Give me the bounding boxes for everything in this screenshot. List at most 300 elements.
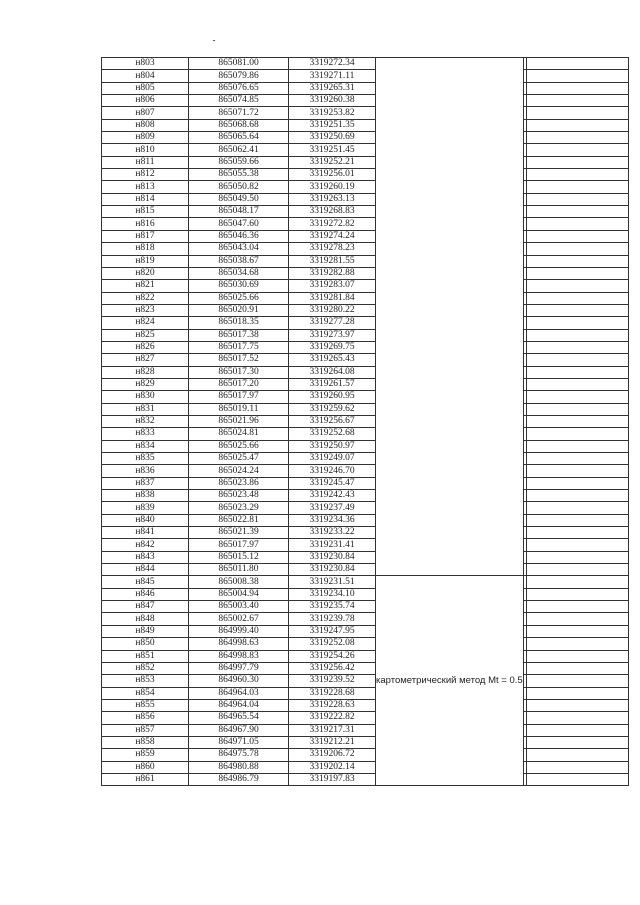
table-row xyxy=(102,354,629,366)
table-row xyxy=(102,403,629,415)
x-coordinate-cell: 865011.80 xyxy=(189,564,289,576)
y-coordinate-cell: 3319280.22 xyxy=(289,304,376,316)
y-coordinate-cell: 3319260.19 xyxy=(289,181,376,193)
table-row xyxy=(102,502,629,514)
empty-cell xyxy=(526,317,628,329)
empty-cell xyxy=(526,132,628,144)
table-row xyxy=(102,267,629,279)
empty-cell xyxy=(526,440,628,452)
x-coordinate-cell: 865025.66 xyxy=(189,292,289,304)
empty-cell xyxy=(526,662,628,674)
empty-cell xyxy=(526,82,628,94)
y-coordinate-cell: 3319233.22 xyxy=(289,527,376,539)
y-coordinate-cell: 3319242.43 xyxy=(289,490,376,502)
empty-cell xyxy=(526,477,628,489)
table-row xyxy=(102,773,629,785)
table-row xyxy=(102,440,629,452)
point-name-cell: н813 xyxy=(102,181,189,193)
point-name-cell: н857 xyxy=(102,724,189,736)
table-row xyxy=(102,551,629,563)
table-row xyxy=(102,255,629,267)
point-name-cell: н844 xyxy=(102,564,189,576)
y-coordinate-cell: 3319247.95 xyxy=(289,625,376,637)
point-name-cell: н851 xyxy=(102,650,189,662)
empty-cell xyxy=(526,415,628,427)
point-name-cell: н830 xyxy=(102,391,189,403)
table-row xyxy=(102,428,629,440)
x-coordinate-cell: 864965.54 xyxy=(189,712,289,724)
table-row xyxy=(102,415,629,427)
table-row xyxy=(102,230,629,242)
empty-cell xyxy=(526,366,628,378)
y-coordinate-cell: 3319239.78 xyxy=(289,613,376,625)
point-name-cell: н856 xyxy=(102,712,189,724)
y-coordinate-cell: 3319228.68 xyxy=(289,687,376,699)
point-name-cell: н823 xyxy=(102,304,189,316)
empty-cell xyxy=(526,169,628,181)
table-row xyxy=(102,243,629,255)
empty-cell xyxy=(526,687,628,699)
empty-cell xyxy=(526,58,628,70)
empty-cell xyxy=(526,304,628,316)
x-coordinate-cell: 865021.39 xyxy=(189,527,289,539)
y-coordinate-cell: 3319231.41 xyxy=(289,539,376,551)
y-coordinate-cell: 3319249.07 xyxy=(289,453,376,465)
table-row xyxy=(102,119,629,131)
x-coordinate-cell: 865081.00 xyxy=(189,58,289,70)
x-coordinate-cell: 864998.63 xyxy=(189,638,289,650)
scan-speck xyxy=(213,40,215,41)
table-row xyxy=(102,539,629,551)
x-coordinate-cell: 865074.85 xyxy=(189,95,289,107)
table-row xyxy=(102,477,629,489)
x-coordinate-cell: 865002.67 xyxy=(189,613,289,625)
x-coordinate-cell: 865059.66 xyxy=(189,156,289,168)
empty-cell xyxy=(526,724,628,736)
point-name-cell: н809 xyxy=(102,132,189,144)
y-coordinate-cell: 3319256.42 xyxy=(289,662,376,674)
x-coordinate-cell: 865049.50 xyxy=(189,193,289,205)
x-coordinate-cell: 864980.88 xyxy=(189,761,289,773)
y-coordinate-cell: 3319251.45 xyxy=(289,144,376,156)
point-name-cell: н835 xyxy=(102,453,189,465)
point-name-cell: н805 xyxy=(102,82,189,94)
table-row xyxy=(102,391,629,403)
y-coordinate-cell: 3319235.74 xyxy=(289,601,376,613)
x-coordinate-cell: 865046.36 xyxy=(189,230,289,242)
table-row xyxy=(102,169,629,181)
empty-cell xyxy=(526,206,628,218)
x-coordinate-cell: 864971.05 xyxy=(189,736,289,748)
x-coordinate-cell: 865017.30 xyxy=(189,366,289,378)
y-coordinate-cell: 3319281.84 xyxy=(289,292,376,304)
point-name-cell: н803 xyxy=(102,58,189,70)
table-row xyxy=(102,564,629,576)
empty-cell xyxy=(526,218,628,230)
x-coordinate-cell: 865068.68 xyxy=(189,119,289,131)
empty-cell xyxy=(526,675,628,687)
point-name-cell: н807 xyxy=(102,107,189,119)
point-name-cell: н816 xyxy=(102,218,189,230)
point-name-cell: н852 xyxy=(102,662,189,674)
table-row xyxy=(102,576,629,588)
coordinates-table-body xyxy=(102,58,629,786)
table-row xyxy=(102,82,629,94)
y-coordinate-cell: 3319252.68 xyxy=(289,428,376,440)
x-coordinate-cell: 865019.11 xyxy=(189,403,289,415)
table-row xyxy=(102,625,629,637)
empty-cell xyxy=(526,453,628,465)
y-coordinate-cell: 3319272.34 xyxy=(289,58,376,70)
table-row xyxy=(102,366,629,378)
x-coordinate-cell: 864964.03 xyxy=(189,687,289,699)
empty-cell xyxy=(526,638,628,650)
table-row xyxy=(102,70,629,82)
x-coordinate-cell: 865071.72 xyxy=(189,107,289,119)
empty-cell xyxy=(526,107,628,119)
x-coordinate-cell: 864960.30 xyxy=(189,675,289,687)
empty-cell xyxy=(526,70,628,82)
y-coordinate-cell: 3319278.23 xyxy=(289,243,376,255)
x-coordinate-cell: 865025.66 xyxy=(189,440,289,452)
y-coordinate-cell: 3319263.13 xyxy=(289,193,376,205)
x-coordinate-cell: 865017.38 xyxy=(189,329,289,341)
y-coordinate-cell: 3319260.38 xyxy=(289,95,376,107)
point-name-cell: н838 xyxy=(102,490,189,502)
y-coordinate-cell: 3319237.49 xyxy=(289,502,376,514)
point-name-cell: н841 xyxy=(102,527,189,539)
table-row xyxy=(102,724,629,736)
y-coordinate-cell: 3319252.08 xyxy=(289,638,376,650)
x-coordinate-cell: 865017.20 xyxy=(189,378,289,390)
x-coordinate-cell: 865062.41 xyxy=(189,144,289,156)
x-coordinate-cell: 865043.04 xyxy=(189,243,289,255)
point-name-cell: н822 xyxy=(102,292,189,304)
point-name-cell: н848 xyxy=(102,613,189,625)
empty-cell xyxy=(526,403,628,415)
point-name-cell: н826 xyxy=(102,341,189,353)
point-name-cell: н854 xyxy=(102,687,189,699)
x-coordinate-cell: 864964.04 xyxy=(189,699,289,711)
x-coordinate-cell: 865030.69 xyxy=(189,280,289,292)
point-name-cell: н855 xyxy=(102,699,189,711)
x-coordinate-cell: 864999.40 xyxy=(189,625,289,637)
point-name-cell: н839 xyxy=(102,502,189,514)
x-coordinate-cell: 865017.52 xyxy=(189,354,289,366)
x-coordinate-cell: 865065.64 xyxy=(189,132,289,144)
y-coordinate-cell: 3319269.75 xyxy=(289,341,376,353)
y-coordinate-cell: 3319230.84 xyxy=(289,551,376,563)
point-name-cell: н850 xyxy=(102,638,189,650)
coordinates-table xyxy=(101,57,629,786)
table-row xyxy=(102,206,629,218)
y-coordinate-cell: 3319253.82 xyxy=(289,107,376,119)
point-name-cell: н843 xyxy=(102,551,189,563)
empty-cell xyxy=(526,193,628,205)
table-row xyxy=(102,749,629,761)
y-coordinate-cell: 3319259.62 xyxy=(289,403,376,415)
table-row xyxy=(102,662,629,674)
table-row xyxy=(102,675,629,687)
table-row xyxy=(102,317,629,329)
empty-cell xyxy=(526,465,628,477)
x-coordinate-cell: 865020.91 xyxy=(189,304,289,316)
y-coordinate-cell: 3319283.07 xyxy=(289,280,376,292)
point-name-cell: н820 xyxy=(102,267,189,279)
point-name-cell: н860 xyxy=(102,761,189,773)
table-row xyxy=(102,514,629,526)
point-name-cell: н806 xyxy=(102,95,189,107)
y-coordinate-cell: 3319264.08 xyxy=(289,366,376,378)
empty-cell xyxy=(526,551,628,563)
table-row xyxy=(102,329,629,341)
x-coordinate-cell: 864997.79 xyxy=(189,662,289,674)
point-name-cell: н842 xyxy=(102,539,189,551)
empty-cell xyxy=(526,354,628,366)
x-coordinate-cell: 865025.47 xyxy=(189,453,289,465)
x-coordinate-cell: 865047.60 xyxy=(189,218,289,230)
x-coordinate-cell: 865079.86 xyxy=(189,70,289,82)
point-name-cell: н831 xyxy=(102,403,189,415)
point-name-cell: н846 xyxy=(102,588,189,600)
table-row xyxy=(102,292,629,304)
y-coordinate-cell: 3319234.10 xyxy=(289,588,376,600)
empty-cell xyxy=(526,588,628,600)
y-coordinate-cell: 3319230.84 xyxy=(289,564,376,576)
table-row xyxy=(102,378,629,390)
point-name-cell: н815 xyxy=(102,206,189,218)
point-name-cell: н827 xyxy=(102,354,189,366)
x-coordinate-cell: 865017.97 xyxy=(189,539,289,551)
empty-cell xyxy=(526,243,628,255)
table-row xyxy=(102,687,629,699)
x-coordinate-cell: 865048.17 xyxy=(189,206,289,218)
x-coordinate-cell: 865023.48 xyxy=(189,490,289,502)
y-coordinate-cell: 3319256.01 xyxy=(289,169,376,181)
table-row xyxy=(102,341,629,353)
y-coordinate-cell: 3319268.83 xyxy=(289,206,376,218)
point-name-cell: н825 xyxy=(102,329,189,341)
point-name-cell: н817 xyxy=(102,230,189,242)
table-row xyxy=(102,193,629,205)
empty-cell xyxy=(526,144,628,156)
empty-cell xyxy=(526,625,628,637)
point-name-cell: н819 xyxy=(102,255,189,267)
empty-cell xyxy=(526,267,628,279)
empty-cell xyxy=(526,527,628,539)
y-coordinate-cell: 3319273.97 xyxy=(289,329,376,341)
point-name-cell: н840 xyxy=(102,514,189,526)
point-name-cell: н814 xyxy=(102,193,189,205)
point-name-cell: н861 xyxy=(102,773,189,785)
point-name-cell: н832 xyxy=(102,415,189,427)
x-coordinate-cell: 865022.81 xyxy=(189,514,289,526)
table-row xyxy=(102,144,629,156)
y-coordinate-cell: 3319217.31 xyxy=(289,724,376,736)
empty-cell xyxy=(526,564,628,576)
empty-cell xyxy=(526,181,628,193)
point-name-cell: н828 xyxy=(102,366,189,378)
y-coordinate-cell: 3319265.31 xyxy=(289,82,376,94)
table-row xyxy=(102,95,629,107)
empty-cell xyxy=(526,230,628,242)
table-row xyxy=(102,304,629,316)
point-name-cell: н812 xyxy=(102,169,189,181)
method-note-cell: картометрический метод Mt = 0.5 xyxy=(376,576,524,786)
point-name-cell: н837 xyxy=(102,477,189,489)
y-coordinate-cell: 3319234.36 xyxy=(289,514,376,526)
y-coordinate-cell: 3319271.11 xyxy=(289,70,376,82)
x-coordinate-cell: 864967.90 xyxy=(189,724,289,736)
y-coordinate-cell: 3319277.28 xyxy=(289,317,376,329)
empty-cell xyxy=(526,576,628,588)
table-row xyxy=(102,650,629,662)
table-row xyxy=(102,453,629,465)
table-row xyxy=(102,601,629,613)
table-row xyxy=(102,156,629,168)
empty-cell xyxy=(526,95,628,107)
table-row xyxy=(102,465,629,477)
x-coordinate-cell: 865004.94 xyxy=(189,588,289,600)
table-row xyxy=(102,761,629,773)
point-name-cell: н849 xyxy=(102,625,189,637)
point-name-cell: н847 xyxy=(102,601,189,613)
x-coordinate-cell: 865055.38 xyxy=(189,169,289,181)
point-name-cell: н836 xyxy=(102,465,189,477)
x-coordinate-cell: 865024.81 xyxy=(189,428,289,440)
y-coordinate-cell: 3319202.14 xyxy=(289,761,376,773)
point-name-cell: н804 xyxy=(102,70,189,82)
y-coordinate-cell: 3319239.52 xyxy=(289,675,376,687)
x-coordinate-cell: 865017.75 xyxy=(189,341,289,353)
empty-cell xyxy=(526,773,628,785)
y-coordinate-cell: 3319250.69 xyxy=(289,132,376,144)
table-row xyxy=(102,490,629,502)
point-name-cell: н859 xyxy=(102,749,189,761)
table-row xyxy=(102,613,629,625)
empty-cell xyxy=(526,490,628,502)
table-row xyxy=(102,638,629,650)
x-coordinate-cell: 865050.82 xyxy=(189,181,289,193)
point-name-cell: н845 xyxy=(102,576,189,588)
empty-cell xyxy=(526,378,628,390)
point-name-cell: н811 xyxy=(102,156,189,168)
empty-cell xyxy=(526,428,628,440)
empty-cell xyxy=(526,280,628,292)
empty-cell xyxy=(526,736,628,748)
x-coordinate-cell: 865038.67 xyxy=(189,255,289,267)
x-coordinate-cell: 865024.24 xyxy=(189,465,289,477)
table-row xyxy=(102,712,629,724)
x-coordinate-cell: 865076.65 xyxy=(189,82,289,94)
empty-cell xyxy=(526,613,628,625)
point-name-cell: н810 xyxy=(102,144,189,156)
empty-cell xyxy=(526,514,628,526)
empty-cell xyxy=(526,712,628,724)
y-coordinate-cell: 3319274.24 xyxy=(289,230,376,242)
empty-cell xyxy=(526,502,628,514)
x-coordinate-cell: 865023.29 xyxy=(189,502,289,514)
y-coordinate-cell: 3319222.82 xyxy=(289,712,376,724)
x-coordinate-cell: 865008.38 xyxy=(189,576,289,588)
table-row xyxy=(102,132,629,144)
x-coordinate-cell: 865015.12 xyxy=(189,551,289,563)
x-coordinate-cell: 865034.68 xyxy=(189,267,289,279)
y-coordinate-cell: 3319265.43 xyxy=(289,354,376,366)
table-row xyxy=(102,527,629,539)
point-name-cell: н833 xyxy=(102,428,189,440)
y-coordinate-cell: 3319272.82 xyxy=(289,218,376,230)
empty-cell xyxy=(526,292,628,304)
y-coordinate-cell: 3319228.63 xyxy=(289,699,376,711)
table-row xyxy=(102,736,629,748)
empty-cell xyxy=(526,341,628,353)
empty-cell xyxy=(526,699,628,711)
y-coordinate-cell: 3319246.70 xyxy=(289,465,376,477)
empty-cell xyxy=(526,601,628,613)
y-coordinate-cell: 3319261.57 xyxy=(289,378,376,390)
y-coordinate-cell: 3319231.51 xyxy=(289,576,376,588)
table-row xyxy=(102,218,629,230)
point-name-cell: н858 xyxy=(102,736,189,748)
y-coordinate-cell: 3319254.26 xyxy=(289,650,376,662)
y-coordinate-cell: 3319260.95 xyxy=(289,391,376,403)
empty-cell xyxy=(526,329,628,341)
empty-cell xyxy=(526,391,628,403)
point-name-cell: н829 xyxy=(102,378,189,390)
x-coordinate-cell: 864998.83 xyxy=(189,650,289,662)
y-coordinate-cell: 3319281.55 xyxy=(289,255,376,267)
table-row xyxy=(102,280,629,292)
empty-cell xyxy=(526,539,628,551)
x-coordinate-cell: 865003.40 xyxy=(189,601,289,613)
empty-cell xyxy=(526,156,628,168)
y-coordinate-cell: 3319212.21 xyxy=(289,736,376,748)
y-coordinate-cell: 3319250.97 xyxy=(289,440,376,452)
x-coordinate-cell: 865018.35 xyxy=(189,317,289,329)
table-row xyxy=(102,181,629,193)
x-coordinate-cell: 865017.97 xyxy=(189,391,289,403)
table-row xyxy=(102,107,629,119)
point-name-cell: н821 xyxy=(102,280,189,292)
empty-cell xyxy=(526,119,628,131)
x-coordinate-cell: 864975.78 xyxy=(189,749,289,761)
method-cell-blank xyxy=(376,58,524,576)
y-coordinate-cell: 3319206.72 xyxy=(289,749,376,761)
table-row xyxy=(102,58,629,70)
point-name-cell: н808 xyxy=(102,119,189,131)
x-coordinate-cell: 865021.96 xyxy=(189,415,289,427)
point-name-cell: н818 xyxy=(102,243,189,255)
y-coordinate-cell: 3319282.88 xyxy=(289,267,376,279)
table-row xyxy=(102,699,629,711)
point-name-cell: н853 xyxy=(102,675,189,687)
empty-cell xyxy=(526,749,628,761)
point-name-cell: н834 xyxy=(102,440,189,452)
empty-cell xyxy=(526,761,628,773)
y-coordinate-cell: 3319197.83 xyxy=(289,773,376,785)
x-coordinate-cell: 865023.86 xyxy=(189,477,289,489)
table-row xyxy=(102,588,629,600)
empty-cell xyxy=(526,650,628,662)
empty-cell xyxy=(526,255,628,267)
y-coordinate-cell: 3319252.21 xyxy=(289,156,376,168)
y-coordinate-cell: 3319251.35 xyxy=(289,119,376,131)
x-coordinate-cell: 864986.79 xyxy=(189,773,289,785)
y-coordinate-cell: 3319256.67 xyxy=(289,415,376,427)
y-coordinate-cell: 3319245.47 xyxy=(289,477,376,489)
point-name-cell: н824 xyxy=(102,317,189,329)
